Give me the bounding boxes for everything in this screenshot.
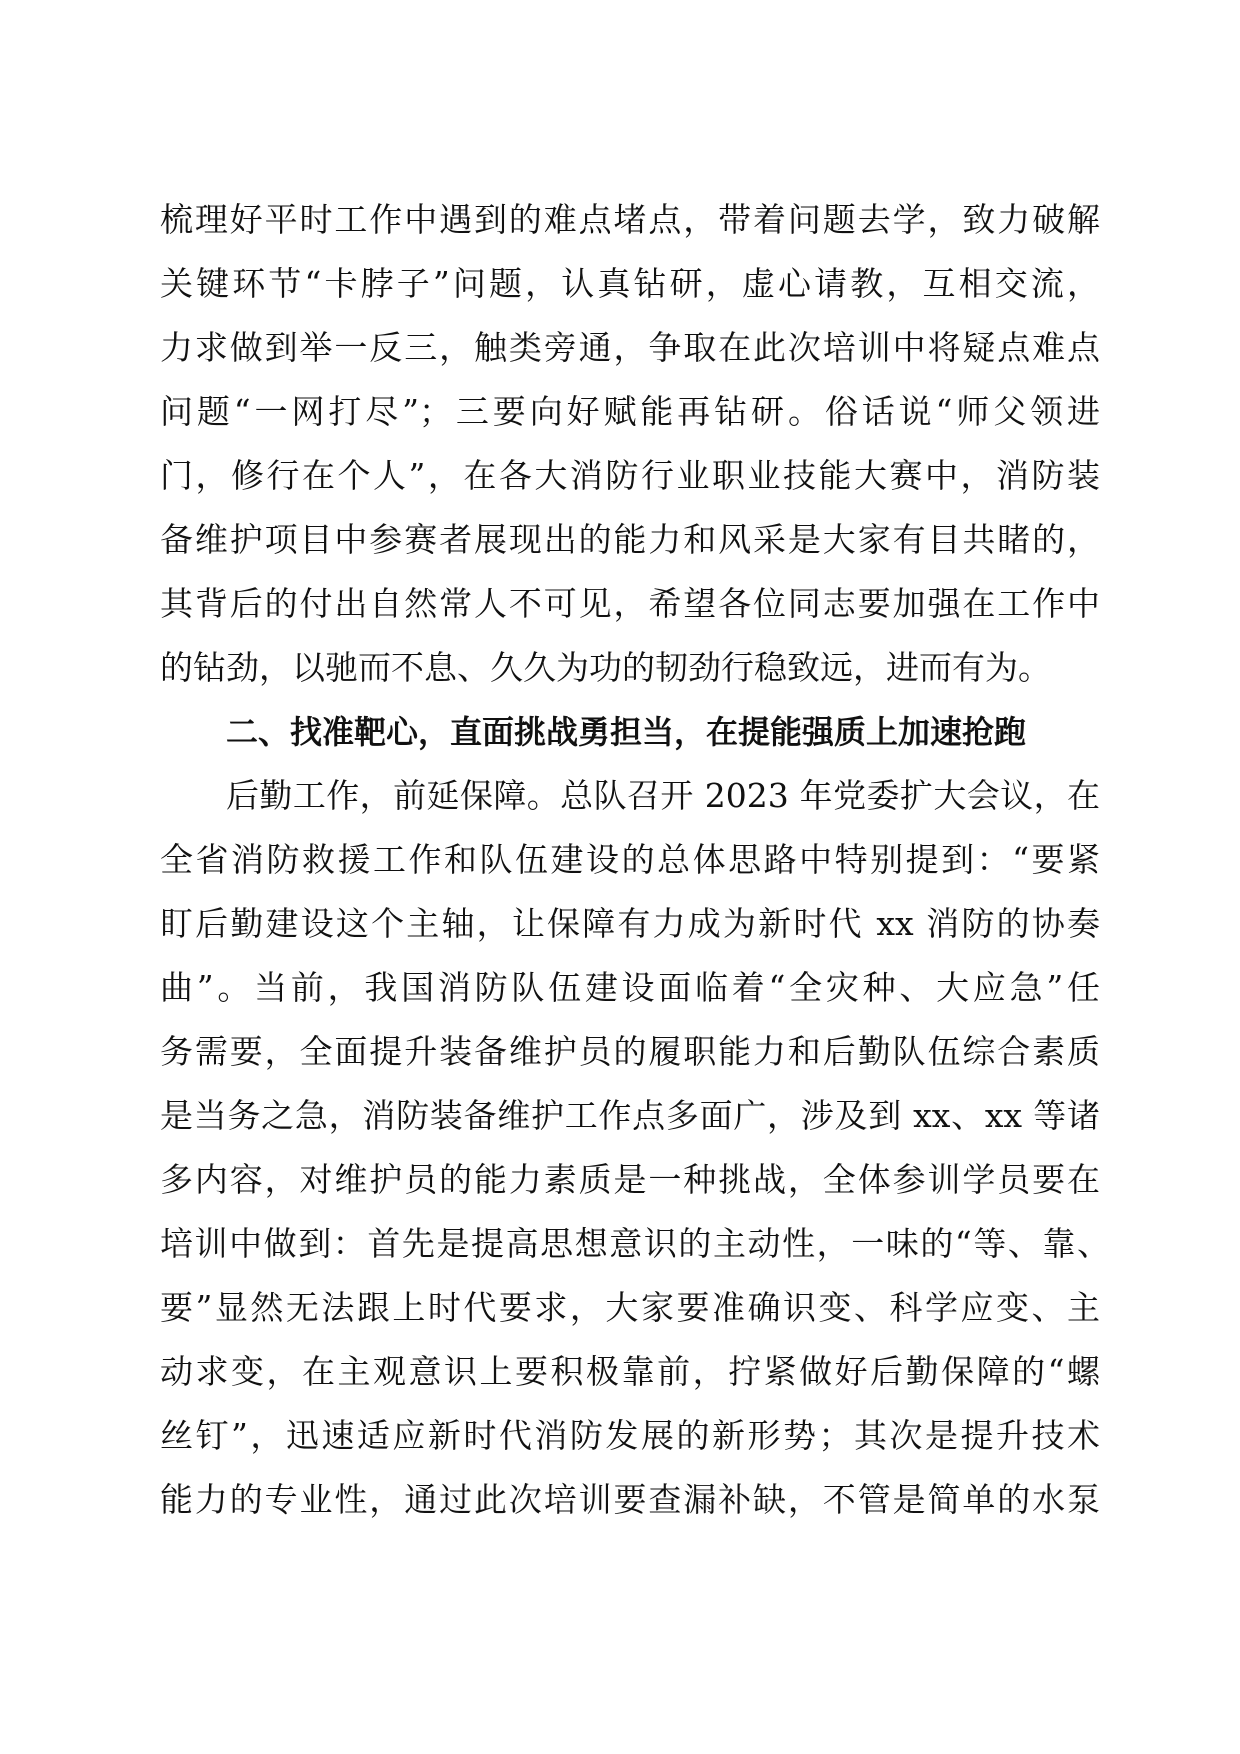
body-text-line: 梳理好平时工作中遇到的难点堵点，带着问题去学，致力破解	[160, 200, 1100, 239]
paragraph-first-line: 后勤工作，前延保障。总队召开 2023 年党委扩大会议，在	[226, 776, 1100, 815]
body-text-line: 的钻劲，以驰而不息、久久为功的韧劲行稳致远，进而有为。	[160, 648, 1051, 687]
body-text-line: 务需要，全面提升装备维护员的履职能力和后勤队伍综合素质	[160, 1032, 1100, 1071]
body-text-line: 要”显然无法跟上时代要求，大家要准确识变、科学应变、主	[160, 1288, 1100, 1327]
body-text-line: 其背后的付出自然常人不可见，希望各位同志要加强在工作中	[160, 584, 1100, 623]
body-text-line: 能力的专业性，通过此次培训要查漏补缺，不管是简单的水泵	[160, 1480, 1100, 1519]
body-text-line: 全省消防救援工作和队伍建设的总体思路中特别提到：“要紧	[160, 840, 1100, 879]
body-text-line: 问题“一网打尽”；三要向好赋能再钻研。俗话说“师父领进	[160, 392, 1100, 431]
body-text-line: 培训中做到：首先是提高思想意识的主动性，一味的“等、靠、	[160, 1224, 1110, 1263]
body-text-line: 曲”。当前，我国消防队伍建设面临着“全灾种、大应急”任	[160, 968, 1100, 1007]
body-text-line: 是当务之急，消防装备维护工作点多面广，涉及到 xx、xx 等诸	[160, 1096, 1100, 1135]
section-heading: 二、找准靶心，直面挑战勇担当，在提能强质上加速抢跑	[226, 713, 1027, 751]
body-text-line: 动求变，在主观意识上要积极靠前，拧紧做好后勤保障的“螺	[160, 1352, 1100, 1391]
body-text-line: 门，修行在个人”，在各大消防行业职业技能大赛中，消防装	[160, 456, 1100, 495]
body-text-line: 丝钉”，迅速适应新时代消防发展的新形势；其次是提升技术	[160, 1416, 1100, 1455]
body-text-line: 多内容，对维护员的能力素质是一种挑战，全体参训学员要在	[160, 1160, 1100, 1199]
body-text-line: 关键环节“卡脖子”问题，认真钻研，虚心请教，互相交流，	[160, 264, 1100, 303]
body-text-line: 盯后勤建设这个主轴，让保障有力成为新时代 xx 消防的协奏	[160, 904, 1100, 943]
body-text-line: 备维护项目中参赛者展现出的能力和风采是大家有目共睹的，	[160, 520, 1100, 559]
body-text-line: 力求做到举一反三，触类旁通，争取在此次培训中将疑点难点	[160, 328, 1100, 367]
